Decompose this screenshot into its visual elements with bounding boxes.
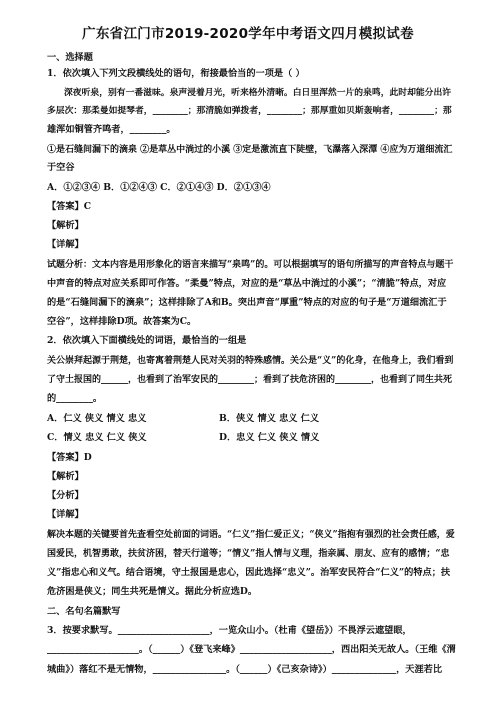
- option-a: A．仁义 侠义 情义 忠义: [47, 413, 147, 424]
- breakdown-label: 【分析】: [47, 490, 84, 501]
- page-title: 广东省江门市2019-2020学年中考语文四月模拟试卷: [82, 26, 414, 42]
- option-d: D．忠义 仁义 侠义 情义: [219, 432, 320, 443]
- question-1-options-text: 于空谷: [47, 162, 75, 173]
- question-2-passage: 关公崇拜起源于荆楚，也寄寓着荆楚人民对关羽的特殊感情。关公是“义”的化身，在他身上，我们看到: [47, 356, 454, 366]
- question-2-stem: 2．依次填入下面横线处的词语，最恰当的一组是: [47, 335, 247, 346]
- section-heading-choice: 一、选择题: [47, 52, 93, 63]
- answer-label: 【答案】D: [47, 452, 92, 463]
- question-1-passage: 雄浑如铜管齐鸣者，________。: [47, 124, 176, 135]
- analysis-label: 【解析】: [47, 471, 84, 482]
- answer-label: 【答案】C: [47, 201, 92, 212]
- analysis-label: 【解析】: [47, 220, 84, 231]
- question-1-choices: A．①②③④ B．①②④③ C．②①④③ D．②①③④: [47, 182, 271, 193]
- explanation-text: 国爱民，机智勇敢，扶贫济困，替天行道等；“情义”指人情与义理，指亲属、朋友、应有的感情；“忠: [47, 549, 450, 559]
- question-3-stem: 3．按要求默写。____________________，一览众山小。（杜甫《望岳》）不畏浮云遮望眼，: [47, 625, 412, 636]
- explanation-text: 危济困是侠义；同生共死是情义。据此分析应选D。: [47, 586, 258, 597]
- explanation-text: 空谷”，这样排除D项。故答案为C。: [47, 316, 197, 327]
- question-2-passage: 的________。: [47, 393, 103, 404]
- question-1-passage: 深夜听泉，别有一番滋味。泉声浸着月光，听来格外清晰。白日里浑然一片的泉鸣，此时却能分出许: [64, 88, 452, 98]
- explanation-text: 试题分析：文本内容是用形象化的语言来描写“泉鸣”的。可以根据填写的语句所描写的声音特点与题干: [47, 260, 454, 270]
- question-2-passage: 了守土报国的______，也看到了治军安民的________；看到了扶危济困的________，也看到了同生共死: [47, 375, 453, 385]
- question-3-text: ____________________。（______）《登飞来峰》____________________，西出阳关无故人。（王维《渭: [47, 644, 456, 655]
- option-c: C．情义 忠义 仁义 侠义: [47, 432, 147, 443]
- question-1-options-text: ①是石缝间漏下的滴泉 ②是草丛中淌过的小溪 ③定是激流直下陡壁，飞瀑落入深潭 ④应为万道细流汇: [47, 145, 453, 155]
- explanation-text: 义”指忠心和义气。结合语境，守土报国是忠心，因此选择“忠义”。治军安民符合“仁义”的特点；扶: [47, 567, 451, 578]
- explanation-text: 的是“石缝间漏下的滴泉”；这样排除了A和B。突出声音“厚重”特点的对应的句子是“万道细流汇于: [47, 297, 447, 308]
- explanation-text: 中声音的特点对应关系即可作答。“柔曼”特点，对应的是“草丛中淌过的小溪”；“清脆”特点，对应: [47, 278, 447, 289]
- option-b: B．侠义 情义 忠义 仁义: [219, 413, 320, 424]
- question-3-text: 城曲》）落红不是无情物，________________。（______）《己亥杂诗》）______________，天涯若比: [47, 664, 443, 675]
- explanation-label: 【详解】: [47, 239, 84, 250]
- question-1-passage: 多层次：那柔曼如提琴者，________；那清脆如弹拨者，________；那厚重如贝斯轰响者，________；那: [47, 106, 452, 116]
- section-heading-recitation: 二、名句名篇默写: [47, 606, 121, 617]
- explanation-text: 解决本题的关键要首先查看空处前面的词语。“仁义”指仁爱正义；“侠义”指抱有强烈的社会责任感，爱: [47, 530, 455, 540]
- question-1-stem: 1．依次填入下列文段横线处的语句，衔接最恰当的一项是（ ）: [47, 68, 305, 79]
- explanation-label: 【详解】: [47, 509, 84, 520]
